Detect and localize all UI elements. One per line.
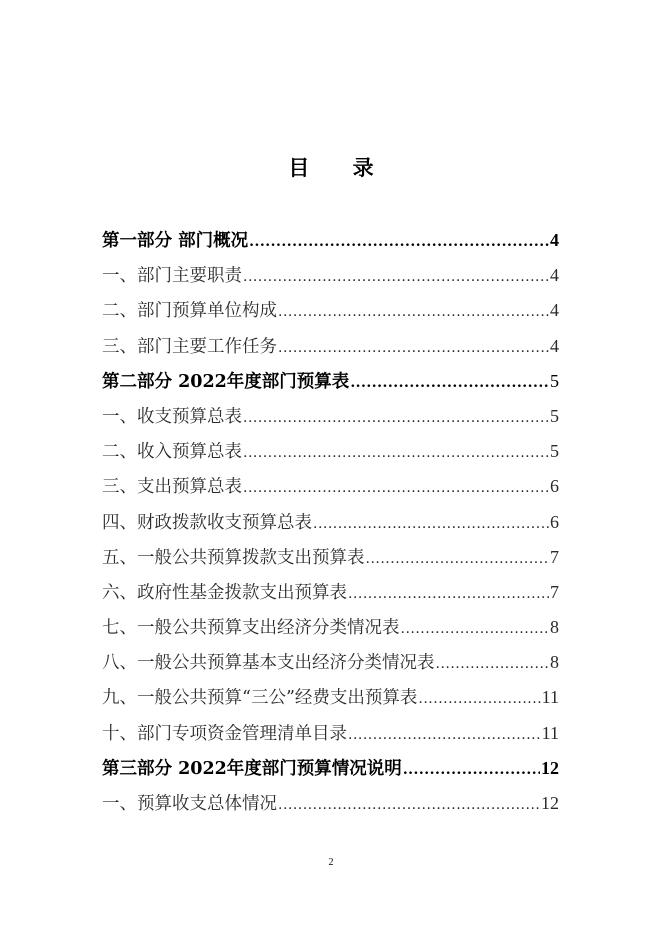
toc-entry-label: 八、一般公共预算基本支出经济分类情况表 [102, 653, 435, 674]
page-number: 2 [328, 857, 334, 868]
toc-entry-label: 五、一般公共预算拨款支出预算表 [102, 547, 365, 568]
toc-entry[interactable] [102, 540, 559, 575]
toc-dot-leader [401, 612, 550, 647]
toc-entry[interactable] [102, 469, 559, 504]
toc-entry[interactable] [102, 364, 559, 399]
toc-entry[interactable] [102, 751, 559, 786]
toc-dot-leader [249, 225, 549, 260]
toc-entry[interactable] [102, 329, 559, 364]
toc-entry[interactable] [102, 434, 559, 469]
toc-dot-leader [348, 577, 549, 612]
toc-entry-label: 四、财政拨款收支预算总表 [102, 512, 312, 533]
toc-dot-leader [350, 366, 549, 401]
toc-entry-label: 二、收入预算总表 [102, 442, 242, 463]
toc-entry-page: 7 [550, 546, 559, 567]
toc-entry-label: 二、部门预算单位构成 [102, 301, 277, 322]
toc-dot-leader [243, 401, 549, 436]
toc-entry[interactable] [102, 680, 559, 715]
toc-dot-leader [243, 471, 549, 506]
table-of-contents [102, 223, 559, 821]
toc-entry-page: 6 [550, 511, 559, 532]
toc-dot-leader [278, 788, 540, 823]
toc-entry-page: 4 [550, 300, 559, 321]
toc-entry-page: 5 [550, 441, 559, 462]
toc-dot-leader [418, 682, 540, 717]
toc-entry-label: 三、部门主要工作任务 [102, 336, 277, 357]
toc-entry-page: 4 [550, 335, 559, 356]
toc-entry-label: 第一部分 部门概况 [102, 231, 249, 251]
toc-dot-leader [436, 647, 550, 682]
toc-dot-leader [313, 507, 549, 542]
toc-entry[interactable] [102, 575, 559, 610]
toc-entry[interactable] [102, 645, 559, 680]
toc-entry-label: 一、预算收支总体情况 [102, 794, 277, 814]
toc-entry-page: 7 [550, 581, 559, 602]
toc-entry-page: 8 [550, 617, 559, 638]
toc-entry-page: 6 [550, 476, 559, 497]
toc-dot-leader [278, 295, 549, 330]
toc-entry[interactable] [102, 399, 559, 434]
toc-entry-page: 4 [550, 230, 559, 250]
toc-entry-page: 11 [541, 687, 559, 708]
toc-dot-leader [243, 436, 549, 471]
toc-entry-label: 六、政府性基金拨款支出预算表 [102, 582, 347, 603]
toc-entry-label: 一、部门主要职责 [102, 266, 242, 287]
toc-dot-leader [403, 753, 540, 788]
toc-entry-label: 三、支出预算总表 [102, 477, 242, 498]
toc-entry[interactable] [102, 716, 559, 751]
toc-entry-page: 12 [541, 793, 559, 813]
toc-entry-label: 九、一般公共预算“三公”经费支出预算表 [102, 688, 418, 709]
toc-entry-label: 七、一般公共预算支出经济分类情况表 [102, 618, 400, 639]
toc-entry[interactable] [102, 293, 559, 328]
toc-entry[interactable] [102, 610, 559, 645]
toc-title: 目 录 [288, 155, 392, 180]
toc-entry[interactable] [102, 505, 559, 540]
toc-entry-page: 8 [550, 652, 559, 673]
toc-entry[interactable] [102, 223, 559, 258]
toc-entry-page: 11 [541, 722, 559, 743]
toc-entry-label: 十、部门专项资金管理清单目录 [102, 723, 347, 744]
toc-entry[interactable] [102, 786, 559, 821]
toc-dot-leader [366, 542, 550, 577]
toc-entry-label: 第二部分 2022年度部门预算表 [102, 371, 350, 392]
toc-dot-leader [348, 718, 541, 753]
toc-dot-leader [278, 331, 549, 366]
toc-dot-leader [243, 260, 549, 295]
toc-entry-label: 一、收支预算总表 [102, 406, 242, 427]
toc-entry-page: 5 [550, 405, 559, 426]
toc-entry-label: 第三部分 2022年度部门预算情况说明 [102, 758, 402, 779]
toc-entry-page: 5 [550, 370, 559, 391]
toc-entry-page: 4 [550, 265, 559, 286]
toc-entry-page: 12 [541, 757, 559, 778]
toc-entry[interactable] [102, 258, 559, 293]
